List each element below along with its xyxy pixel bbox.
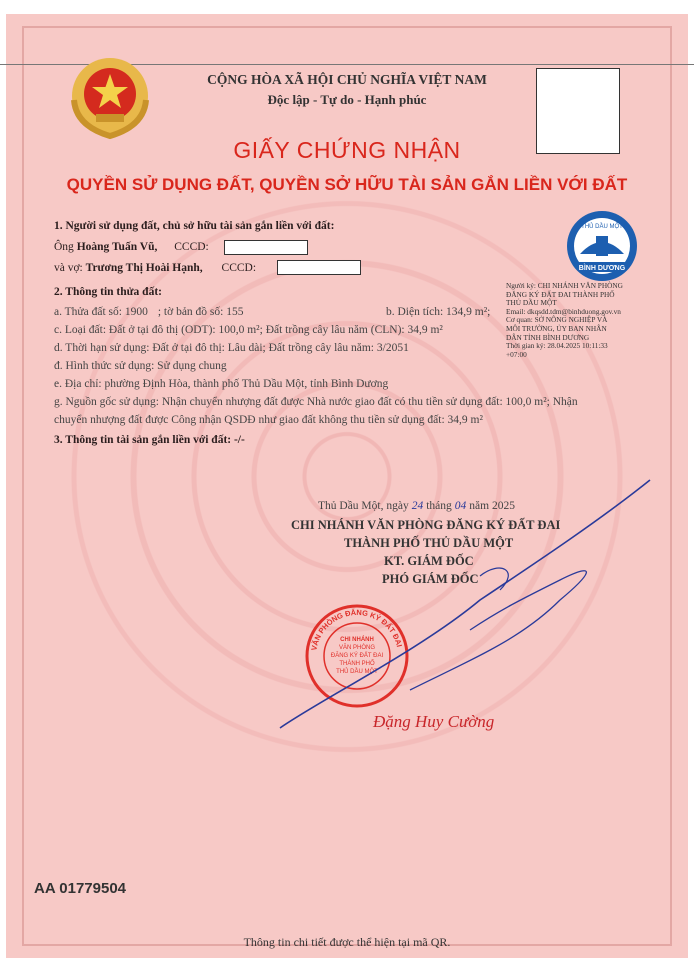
logo-top-text: THỦ DẦU MỘT: [581, 224, 623, 230]
certificate-title: GIẤY CHỨNG NHẬN: [233, 137, 461, 163]
signing-role1: KT. GIÁM ĐỐC: [384, 554, 474, 568]
signer-name: Đặng Huy Cường: [373, 712, 495, 731]
date-day: 24: [411, 500, 424, 512]
sig-line: DÂN TỈNH BÌNH DƯƠNG: [506, 332, 590, 342]
sig-line: Thời gian ký: 28.04.2025 10:11:33: [506, 341, 608, 351]
seal-center-line: VĂN PHÒNG: [338, 645, 376, 651]
seal-center-line: THÀNH PHỐ: [339, 661, 375, 667]
origin-line2: chuyển nhượng đất được Công nhận QSDĐ như giao đất không thu tiền sử dụng đất: 34,9 m²: [54, 414, 483, 426]
spouse-name: Trương Thị Hoài Hạnh,: [85, 262, 203, 274]
signing-org2: THÀNH PHỐ THỦ DẦU MỘT: [344, 536, 514, 550]
logo-bottom-text: BÌNH DƯƠNG: [578, 265, 626, 272]
republic-title: CỘNG HÒA XÃ HỘI CHỦ NGHĨA VIỆT NAM: [207, 72, 487, 87]
seal-ring-text: VĂN PHÒNG ĐĂNG KÝ ĐẤT ĐAI: [309, 607, 404, 652]
sig-line: +07:00: [506, 349, 527, 359]
signing-role2: PHÓ GIÁM ĐỐC: [382, 572, 479, 586]
sig-line: Email: dkqsdd.tdm@binhduong.gov.vn: [506, 306, 621, 316]
map-sheet-text: ; tờ bản đồ số: 155: [157, 306, 244, 318]
sig-line: MÔI TRƯỜNG, ỦY BAN NHÂN: [506, 323, 607, 333]
address: e. Địa chỉ: phường Định Hòa, thành phố Thủ Dầu Một, tỉnh Bình Dương: [54, 378, 389, 390]
land-term: d. Thời hạn sử dụng: Đất ở tại đô thị: Lâu dài; Đất trồng cây lâu năm: 3/2051: [54, 342, 409, 354]
land-type: c. Loại đất: Đất ở tại đô thị (ODT): 100,0 m²; Đất trồng cây lâu năm (CLN): 34,9 m²: [54, 324, 443, 336]
section2-heading: 2. Thông tin thửa đất:: [54, 286, 162, 298]
motto: Độc lập - Tự do - Hạnh phúc: [267, 92, 427, 107]
origin-line1: g. Nguồn gốc sử dụng: Nhận chuyển nhượng đất được Nhà nước giao đất có thu tiền sử dụng đất: 100,0 m²; Nhận: [54, 396, 578, 408]
date-year: năm 2025: [469, 500, 515, 512]
seal-center-line: CHI NHÁNH: [340, 637, 374, 643]
owner-name: Hoàng Tuấn Vũ,: [76, 241, 158, 253]
sig-line: ĐĂNG KÝ ĐẤT ĐAI THÀNH PHỐ: [506, 289, 615, 299]
qr-note: Thông tin chi tiết được thể hiện tại mã QR.: [243, 935, 451, 949]
date-month: 04: [454, 500, 467, 512]
owner-id-label: CCCD:: [174, 241, 209, 253]
spouse-id-label: CCCD:: [221, 262, 257, 274]
spouse-label: và vợ:: [54, 262, 83, 274]
serial-number: AA 01779504: [34, 880, 127, 897]
sig-line: THỦ DẦU MỘT: [506, 298, 557, 308]
signing-org1: CHI NHÁNH VĂN PHÒNG ĐĂNG KÝ ĐẤT ĐAI: [291, 518, 561, 532]
section3-heading: 3. Thông tin tài sản gắn liền với đất: -/-: [54, 434, 245, 446]
owner-label: Ông: [54, 241, 74, 253]
sig-line: Cơ quan: SỞ NÔNG NGHIỆP VÀ: [506, 315, 608, 325]
section1-heading: 1. Người sử dụng đất, chủ sở hữu tài sản gắn liền với đất:: [54, 220, 335, 232]
parcel-area: b. Diện tích: 134,9 m²;: [386, 306, 491, 318]
date-month-label: tháng: [426, 500, 452, 512]
parcel-number-text: a. Thửa đất số: 1900: [54, 306, 148, 318]
seal-center-line: ĐĂNG KÝ ĐẤT ĐAI: [330, 653, 384, 659]
seal-center-line: THỦ DẦU MỘT: [336, 669, 378, 675]
date-prefix: Thủ Dầu Một, ngày: [318, 500, 409, 512]
usage-form: đ. Hình thức sử dụng: Sử dụng chung: [54, 360, 227, 372]
sig-line: Người ký: CHI NHÁNH VĂN PHÒNG: [506, 281, 623, 290]
certificate-subtitle: QUYỀN SỬ DỤNG ĐẤT, QUYỀN SỞ HỮU TÀI SẢN GẮN LIỀN VỚI ĐẤT: [66, 175, 628, 194]
